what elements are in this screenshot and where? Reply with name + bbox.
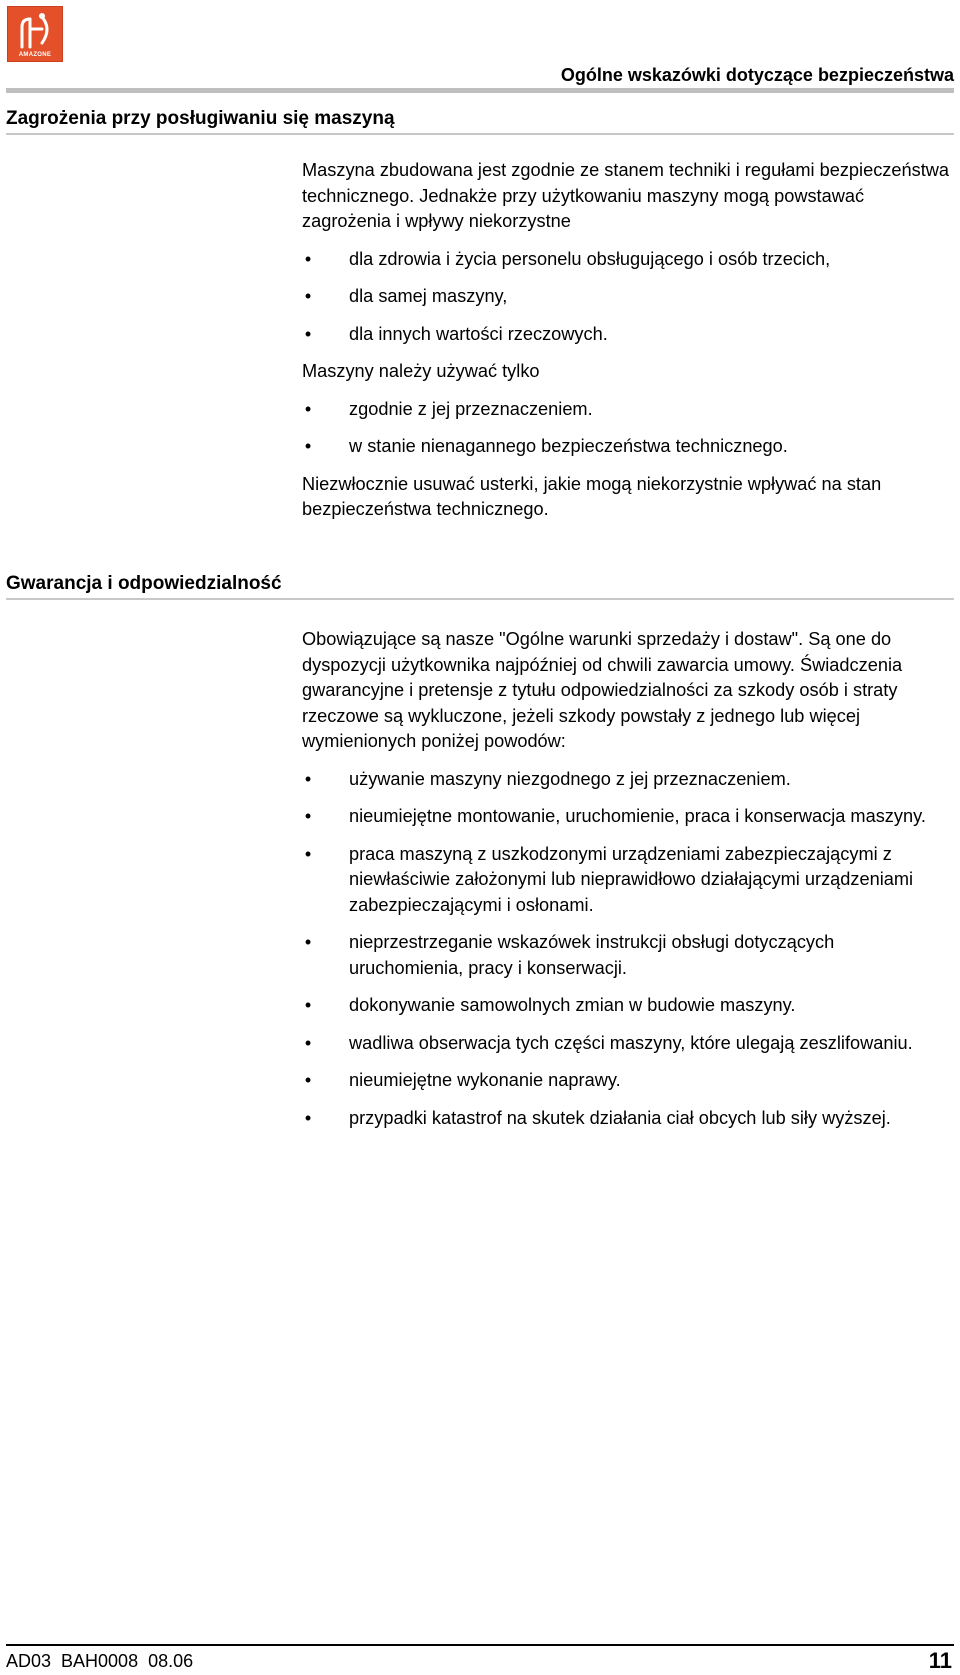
header-title: Ogólne wskazówki dotyczące bezpieczeństwa bbox=[560, 65, 954, 85]
warranty-intro: Obowiązujące są nasze "Ogólne warunki sprzedaży i dostaw". Są one do dyspozycji użytkownika najpóźniej od chwili zawarcia umowy. Świadczenia gwarancyjne i pretensje z tytułu odpowiedzialności za szkody osób i straty rzeczowe są wykluczone, jeżeli szkody powstały z jednego lub więcej wymienionych poniżej powodów: bbox=[302, 629, 903, 751]
list-item-text: dokonywanie samowolnych zmian w budowie maszyny. bbox=[349, 995, 796, 1015]
section-title-hazards: Zagrożenia przy posługiwaniu się maszyną bbox=[6, 108, 395, 129]
list-item bbox=[302, 993, 952, 1019]
list-item bbox=[302, 804, 952, 830]
bullet-icon: • bbox=[304, 323, 312, 344]
bullet-icon: • bbox=[304, 398, 312, 419]
amazone-logo bbox=[7, 6, 63, 62]
page-number: 11 bbox=[928, 1648, 952, 1673]
usage-list bbox=[302, 397, 952, 460]
list-item-text: dla samej maszyny, bbox=[349, 286, 508, 306]
bullet-icon: • bbox=[304, 1107, 312, 1128]
list-item-text: nieumiejętne montowanie, uruchomienie, praca i konserwacja maszyny. bbox=[349, 806, 926, 826]
bullet-icon: • bbox=[304, 768, 312, 789]
list-item-text: przypadki katastrof na skutek działania ciał obcych lub siły wyższej. bbox=[349, 1107, 891, 1128]
section-title-warranty: Gwarancja i odpowiedzialność bbox=[6, 573, 282, 594]
hazards-intro: Maszyna zbudowana jest zgodnie ze stanem techniki i regułami bezpieczeństwa technicznego. Jednakże przy użytkowaniu maszyny mogą powstawać zagrożenia i wpływy niekorzystne bbox=[302, 160, 950, 231]
bullet-icon: • bbox=[304, 248, 312, 269]
list-item-text: w stanie nienagannego bezpieczeństwa technicznego. bbox=[349, 436, 788, 456]
bullet-icon: • bbox=[304, 436, 312, 456]
list-item bbox=[302, 247, 952, 273]
list-item bbox=[302, 930, 952, 981]
list-item bbox=[302, 434, 952, 460]
hazards-outro: Niezwłocznie usuwać usterki, jakie mogą niekorzystnie wpływać na stan bezpieczeństwa technicznego. bbox=[302, 473, 882, 519]
list-item bbox=[302, 1031, 952, 1057]
bullet-icon: • bbox=[304, 932, 312, 952]
list-item bbox=[302, 284, 952, 310]
bullet-icon: • bbox=[304, 843, 312, 864]
footer-document-code: AD03 BAH0008 08.06 bbox=[6, 1651, 194, 1671]
bullet-icon: • bbox=[304, 286, 312, 306]
list-item-text: dla innych wartości rzeczowych. bbox=[349, 323, 608, 344]
list-item-text: wadliwa obserwacja tych części maszyny, które ulegają zeszlifowaniu. bbox=[349, 1032, 913, 1053]
bullet-icon: • bbox=[304, 1032, 312, 1053]
list-item-text: nieprzestrzeganie wskazówek instrukcji obsługi dotyczących uruchomienia, pracy i konserwacji. bbox=[349, 932, 835, 978]
hazards-body bbox=[302, 158, 952, 523]
section-divider bbox=[6, 133, 954, 135]
warranty-body bbox=[302, 627, 952, 1131]
bullet-icon: • bbox=[304, 806, 312, 826]
list-item-text: praca maszyną z uszkodzonymi urządzeniami zabezpieczającymi z niewłaściwie założonymi lub nieprawidłowo działającymi urządzeniami zabezpieczającymi i osłonami. bbox=[349, 843, 914, 915]
warranty-list bbox=[302, 767, 952, 1132]
bullet-icon: • bbox=[304, 995, 312, 1015]
hazards-list bbox=[302, 247, 952, 348]
list-item bbox=[302, 767, 952, 793]
list-item-text: nieumiejętne wykonanie naprawy. bbox=[349, 1070, 621, 1090]
list-item bbox=[302, 1068, 952, 1094]
amazone-logo-icon bbox=[8, 7, 64, 53]
list-item bbox=[302, 397, 952, 423]
footer-divider bbox=[6, 1644, 954, 1646]
list-item-text: dla zdrowia i życia personelu obsługującego i osób trzecich, bbox=[349, 248, 831, 269]
list-item-text: używanie maszyny niezgodnego z jej przeznaczeniem. bbox=[349, 768, 791, 789]
header-divider bbox=[6, 88, 954, 93]
logo-text: AMAZONE bbox=[18, 52, 52, 58]
list-item bbox=[302, 1106, 952, 1132]
list-item-text: zgodnie z jej przeznaczeniem. bbox=[349, 398, 593, 419]
bullet-icon: • bbox=[304, 1070, 312, 1090]
list-item bbox=[302, 842, 952, 919]
usage-intro: Maszyny należy używać tylko bbox=[302, 361, 540, 381]
section-divider bbox=[6, 598, 954, 600]
list-item bbox=[302, 322, 952, 348]
